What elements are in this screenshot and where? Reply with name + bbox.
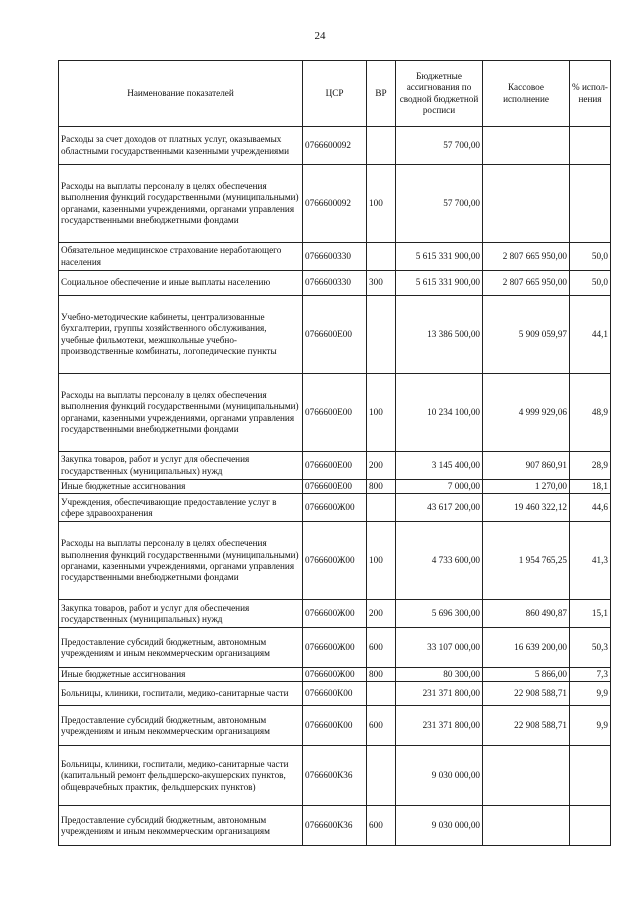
- row-cash-execution-cell: 1 270,00: [483, 480, 570, 494]
- budget-execution-table: [58, 60, 611, 846]
- row-vr-cell: [367, 296, 396, 374]
- row-csr-cell: 0766600330: [303, 243, 367, 271]
- row-name-cell: Учреждения, обеспечивающие предоставление услуг в сфере здравоохранения: [59, 494, 303, 522]
- table-body: [59, 127, 611, 846]
- row-percent-cell: 44,1: [570, 296, 611, 374]
- row-csr-cell: 0766600330: [303, 271, 367, 296]
- row-percent-cell: [570, 806, 611, 846]
- header-name: Наименование показателей: [59, 61, 303, 127]
- row-name-cell: Закупка товаров, работ и услуг для обеспечения государственных (муниципальных) нужд: [59, 600, 303, 628]
- row-vr-cell: 100: [367, 374, 396, 452]
- row-assignments-cell: 43 617 200,00: [396, 494, 483, 522]
- table-row: [59, 127, 611, 165]
- row-cash-execution-cell: 22 908 588,71: [483, 706, 570, 746]
- row-assignments-cell: 80 300,00: [396, 668, 483, 682]
- row-percent-cell: 9,9: [570, 706, 611, 746]
- row-assignments-cell: 9 030 000,00: [396, 806, 483, 846]
- row-assignments-cell: 3 145 400,00: [396, 452, 483, 480]
- table-row: [59, 746, 611, 806]
- row-name-cell: Больницы, клиники, госпитали, медико-санитарные части (капитальный ремонт фельдшерско-акушерских пунктов, общеврачебных практик, фельдшерских пунктов): [59, 746, 303, 806]
- row-name-cell: Иные бюджетные ассигнования: [59, 480, 303, 494]
- row-assignments-cell: 33 107 000,00: [396, 628, 483, 668]
- row-percent-cell: 18,1: [570, 480, 611, 494]
- row-percent-cell: 28,9: [570, 452, 611, 480]
- row-assignments-cell: 4 733 600,00: [396, 522, 483, 600]
- row-vr-cell: [367, 746, 396, 806]
- row-cash-execution-cell: 5 866,00: [483, 668, 570, 682]
- row-assignments-cell: 10 234 100,00: [396, 374, 483, 452]
- table-row: [59, 165, 611, 243]
- header-execution-percent: % испол-нения: [570, 61, 611, 127]
- row-cash-execution-cell: 16 639 200,00: [483, 628, 570, 668]
- header-assignments: Бюджетные ассигнования по сводной бюджетной росписи: [396, 61, 483, 127]
- row-vr-cell: 100: [367, 165, 396, 243]
- row-name-cell: Обязательное медицинское страхование неработающего населения: [59, 243, 303, 271]
- row-vr-cell: 100: [367, 522, 396, 600]
- table-row: [59, 243, 611, 271]
- row-cash-execution-cell: 2 807 665 950,00: [483, 271, 570, 296]
- header-cash-execution: Кассовое исполнение: [483, 61, 570, 127]
- row-csr-cell: 0766600Ж00: [303, 494, 367, 522]
- row-percent-cell: 48,9: [570, 374, 611, 452]
- table-row: [59, 480, 611, 494]
- row-name-cell: Расходы на выплаты персоналу в целях обеспечения выполнения функций государственными (муниципальными) органами, казенными учреждениями, органами управления государственными внебюджетными фондами: [59, 374, 303, 452]
- row-vr-cell: 300: [367, 271, 396, 296]
- table-row: [59, 628, 611, 668]
- row-vr-cell: 200: [367, 600, 396, 628]
- row-cash-execution-cell: [483, 165, 570, 243]
- table-row: [59, 374, 611, 452]
- row-name-cell: Расходы на выплаты персоналу в целях обеспечения выполнения функций государственными (муниципальными) органами, казенными учреждениями, органами управления государственными внебюджетными фондами: [59, 165, 303, 243]
- header-csr: ЦСР: [303, 61, 367, 127]
- row-name-cell: Социальное обеспечение и иные выплаты населению: [59, 271, 303, 296]
- row-vr-cell: 200: [367, 452, 396, 480]
- row-assignments-cell: 5 615 331 900,00: [396, 243, 483, 271]
- row-csr-cell: 0766600092: [303, 165, 367, 243]
- row-csr-cell: 0766600Е00: [303, 452, 367, 480]
- row-vr-cell: 600: [367, 628, 396, 668]
- row-assignments-cell: 57 700,00: [396, 127, 483, 165]
- row-percent-cell: 44,6: [570, 494, 611, 522]
- row-csr-cell: 0766600Ж00: [303, 600, 367, 628]
- row-percent-cell: 50,3: [570, 628, 611, 668]
- row-cash-execution-cell: 1 954 765,25: [483, 522, 570, 600]
- row-vr-cell: [367, 494, 396, 522]
- row-name-cell: Расходы за счет доходов от платных услуг, оказываемых областными государственными казенными учреждениями: [59, 127, 303, 165]
- row-name-cell: Закупка товаров, работ и услуг для обеспечения государственных (муниципальных) нужд: [59, 452, 303, 480]
- row-cash-execution-cell: 22 908 588,71: [483, 682, 570, 706]
- row-name-cell: Предоставление субсидий бюджетным, автономным учреждениям и иным некоммерческим организациям: [59, 628, 303, 668]
- row-name-cell: Учебно-методические кабинеты, централизованные бухгалтерии, группы хозяйственного обслуживания, учебные фильмотеки, межшкольные учебно-производственные комбинаты, логопедические пункты: [59, 296, 303, 374]
- row-name-cell: Больницы, клиники, госпитали, медико-санитарные части: [59, 682, 303, 706]
- row-name-cell: Расходы на выплаты персоналу в целях обеспечения выполнения функций государственными (муниципальными) органами, казенными учреждениями, органами управления государственными внебюджетными фондами: [59, 522, 303, 600]
- row-assignments-cell: 13 386 500,00: [396, 296, 483, 374]
- table-row: [59, 806, 611, 846]
- row-name-cell: Иные бюджетные ассигнования: [59, 668, 303, 682]
- row-csr-cell: 0766600Е00: [303, 374, 367, 452]
- row-cash-execution-cell: 907 860,91: [483, 452, 570, 480]
- row-csr-cell: 0766600092: [303, 127, 367, 165]
- row-vr-cell: 600: [367, 806, 396, 846]
- row-csr-cell: 0766600Е00: [303, 296, 367, 374]
- row-cash-execution-cell: 5 909 059,97: [483, 296, 570, 374]
- row-assignments-cell: 7 000,00: [396, 480, 483, 494]
- row-vr-cell: 800: [367, 668, 396, 682]
- row-vr-cell: [367, 243, 396, 271]
- row-percent-cell: 7,3: [570, 668, 611, 682]
- row-vr-cell: [367, 127, 396, 165]
- row-assignments-cell: 5 696 300,00: [396, 600, 483, 628]
- row-csr-cell: 0766600Е00: [303, 480, 367, 494]
- row-csr-cell: 0766600К00: [303, 706, 367, 746]
- row-assignments-cell: 57 700,00: [396, 165, 483, 243]
- table-row: [59, 296, 611, 374]
- row-csr-cell: 0766600Ж00: [303, 668, 367, 682]
- row-percent-cell: [570, 746, 611, 806]
- table-row: [59, 452, 611, 480]
- row-percent-cell: [570, 165, 611, 243]
- row-percent-cell: 50,0: [570, 271, 611, 296]
- row-vr-cell: 800: [367, 480, 396, 494]
- row-csr-cell: 0766600Ж00: [303, 628, 367, 668]
- row-cash-execution-cell: [483, 127, 570, 165]
- table-row: [59, 271, 611, 296]
- table-row: [59, 682, 611, 706]
- row-assignments-cell: 5 615 331 900,00: [396, 271, 483, 296]
- row-cash-execution-cell: [483, 746, 570, 806]
- row-assignments-cell: 231 371 800,00: [396, 706, 483, 746]
- row-csr-cell: 0766600К36: [303, 806, 367, 846]
- table-row: [59, 706, 611, 746]
- row-cash-execution-cell: 860 490,87: [483, 600, 570, 628]
- row-cash-execution-cell: 2 807 665 950,00: [483, 243, 570, 271]
- row-assignments-cell: 231 371 800,00: [396, 682, 483, 706]
- row-vr-cell: [367, 682, 396, 706]
- row-vr-cell: 600: [367, 706, 396, 746]
- row-cash-execution-cell: [483, 806, 570, 846]
- row-cash-execution-cell: 19 460 322,12: [483, 494, 570, 522]
- table-row: [59, 600, 611, 628]
- row-percent-cell: 50,0: [570, 243, 611, 271]
- table-header-row: [59, 61, 611, 127]
- page-number: 24: [314, 30, 326, 42]
- table-row: [59, 522, 611, 600]
- header-vr: ВР: [367, 61, 396, 127]
- row-csr-cell: 0766600К00: [303, 682, 367, 706]
- row-csr-cell: 0766600Ж00: [303, 522, 367, 600]
- row-name-cell: Предоставление субсидий бюджетным, автономным учреждениям и иным некоммерческим организациям: [59, 806, 303, 846]
- row-cash-execution-cell: 4 999 929,06: [483, 374, 570, 452]
- table-row: [59, 494, 611, 522]
- row-percent-cell: 9,9: [570, 682, 611, 706]
- table-row: [59, 668, 611, 682]
- row-percent-cell: 15,1: [570, 600, 611, 628]
- row-percent-cell: [570, 127, 611, 165]
- row-percent-cell: 41,3: [570, 522, 611, 600]
- row-assignments-cell: 9 030 000,00: [396, 746, 483, 806]
- row-name-cell: Предоставление субсидий бюджетным, автономным учреждениям и иным некоммерческим организациям: [59, 706, 303, 746]
- row-csr-cell: 0766600К36: [303, 746, 367, 806]
